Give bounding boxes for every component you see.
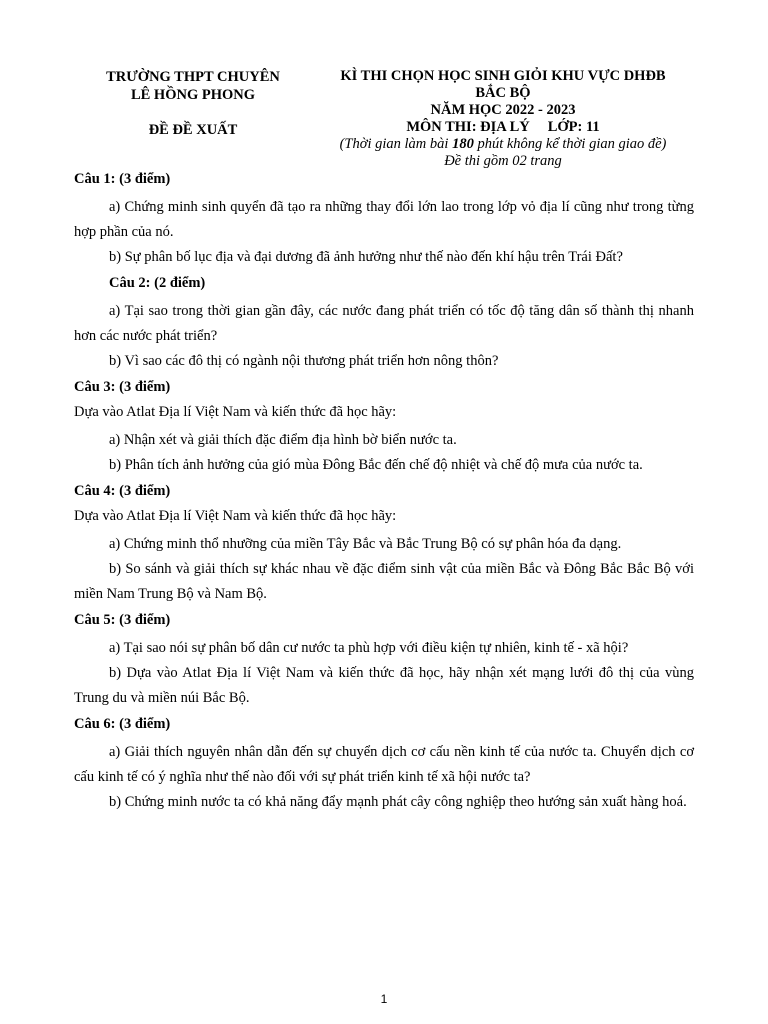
question-2-part-b: b) Vì sao các đô thị có ngành nội thương phát triển hơn nông thôn? [109, 353, 499, 369]
exam-title-line1: KÌ THI CHỌN HỌC SINH GIỎI KHU VỰC DHĐB [340, 68, 666, 84]
question-6-title: Câu 6: (3 điểm) [74, 716, 171, 732]
question-3-part-a: a) Nhận xét và giải thích đặc điểm địa hình bờ biển nước ta. [109, 432, 457, 448]
school-year: NĂM HỌC 2022 - 2023 [430, 102, 576, 118]
question-4-title: Câu 4: (3 điểm) [74, 483, 171, 499]
subject-line [322, 119, 684, 136]
time-prefix: (Thời gian làm bài [339, 136, 453, 152]
time-minutes: 180 [452, 136, 474, 152]
question-5-title: Câu 5: (3 điểm) [74, 612, 171, 628]
school-name-line1: TRƯỜNG THPT CHUYÊN [106, 69, 280, 85]
question-6-part-a: a) Giải thích nguyên nhân dẫn đến sự chuyển dịch cơ cấu nền kinh tế của nước ta. Chuyển dịch cơ cấu kinh tế có ý nghĩa như thế nào đối với sự phát triển kinh tế xã hội nước ta? [74, 744, 694, 785]
question-5-part-a: a) Tại sao nói sự phân bố dân cư nước ta phù hợp với điều kiện tự nhiên, kinh tế - xã hội? [109, 640, 629, 656]
question-2-part-a: a) Tại sao trong thời gian gần đây, các nước đang phát triển có tốc độ tăng dân số thành thị nhanh hơn các nước phát triển? [74, 303, 694, 344]
question-4-part-a: a) Chứng minh thổ nhưỡng của miền Tây Bắc và Bắc Trung Bộ có sự phân hóa đa dạng. [109, 536, 622, 552]
time-suffix: phút không kể thời gian giao đề) [473, 136, 667, 152]
exam-questions [74, 170, 694, 815]
page-number: 1 [380, 992, 388, 1006]
question-4-part-b: b) So sánh và giải thích sự khác nhau về đặc điểm sinh vật của miền Bắc và Đông Bắc Bắc Bộ với miền Nam Trung Bộ và Nam Bộ. [74, 561, 694, 602]
question-3-intro: Dựa vào Atlat Địa lí Việt Nam và kiến thức đã học hãy: [74, 404, 397, 420]
question-1-title: Câu 1: (3 điểm) [74, 171, 171, 187]
question-2-title: Câu 2: (2 điểm) [109, 275, 206, 291]
question-1-part-a: a) Chứng minh sinh quyển đã tạo ra những thay đổi lớn lao trong lớp vỏ địa lí cũng như trong từng hợp phần của nó. [74, 199, 694, 240]
question-3-title: Câu 3: (3 điểm) [74, 379, 171, 395]
pages-note: Đề thi gồm 02 trang [444, 153, 562, 169]
question-3-part-b: b) Phân tích ảnh hưởng của gió mùa Đông Bắc đến chế độ nhiệt và chế độ mưa của nước ta. [109, 457, 643, 473]
subject: MÔN THI: ĐỊA LÝ [406, 119, 530, 135]
question-1-part-b: b) Sự phân bố lục địa và đại dương đã ảnh hưởng như thế nào đến khí hậu trên Trái Đất? [109, 249, 623, 265]
grade: LỚP: 11 [547, 119, 600, 135]
time-note [322, 136, 684, 153]
question-6-part-b: b) Chứng minh nước ta có khả năng đẩy mạnh phát cây công nghiệp theo hướng sản xuất hàng hoá. [109, 794, 687, 810]
school-name-line2: LÊ HỒNG PHONG [130, 87, 256, 103]
question-4-intro: Dựa vào Atlat Địa lí Việt Nam và kiến thức đã học hãy: [74, 508, 397, 524]
question-5-part-b: b) Dựa vào Atlat Địa lí Việt Nam và kiến thức đã học, hãy nhận xét mạng lưới đô thị của vùng Trung du và miền núi Bắc Bộ. [74, 665, 694, 706]
exam-title-line2: BẮC BỘ [475, 85, 531, 101]
document-header [74, 68, 694, 172]
proposal-label: ĐỀ ĐỀ XUẤT [148, 122, 238, 138]
exam-block [322, 68, 684, 170]
school-block [74, 68, 312, 139]
